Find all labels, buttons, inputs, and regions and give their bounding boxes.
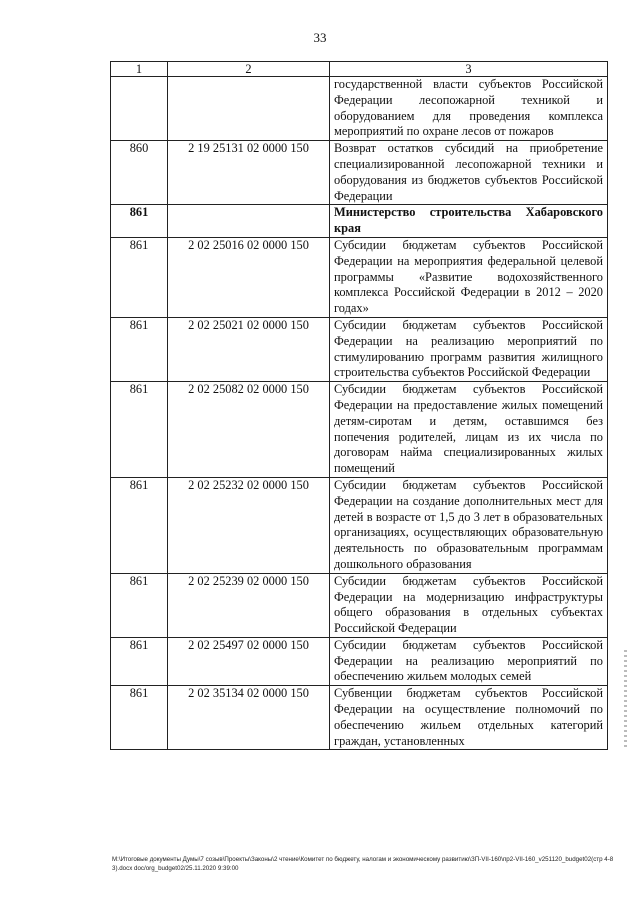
description-cell: Субсидии бюджетам субъектов Российской Федерации на реализацию мероприятий по стимулированию программ развития жилищного строительства субъектов Российской Федерации bbox=[330, 317, 608, 381]
income-code-cell bbox=[168, 205, 330, 238]
income-code-cell: 2 02 25082 02 0000 150 bbox=[168, 382, 330, 478]
admin-code-cell: 861 bbox=[111, 237, 168, 317]
income-code-cell: 2 19 25131 02 0000 150 bbox=[168, 141, 330, 205]
income-code-cell: 2 02 35134 02 0000 150 bbox=[168, 686, 330, 750]
table-row bbox=[111, 637, 608, 685]
description-cell: Возврат остатков субсидий на приобретение специализированной лесопожарной техники и оборудования из бюджетов субъектов Российской Федерации bbox=[330, 141, 608, 205]
description-cell: Субсидии бюджетам субъектов Российской Федерации на создание дополнительных мест для детей в возрасте от 1,5 до 3 лет в образовательных организациях, осуществляющих образовательную деятельность по образовательным программам дошкольного образования bbox=[330, 477, 608, 573]
table-row bbox=[111, 317, 608, 381]
header-col-1: 1 bbox=[111, 62, 168, 77]
ministry-heading-row bbox=[111, 205, 608, 238]
admin-code-cell: 861 bbox=[111, 205, 168, 238]
budget-classification-table bbox=[110, 61, 608, 750]
header-col-3: 3 bbox=[330, 62, 608, 77]
table-row bbox=[111, 141, 608, 205]
description-cell: государственной власти субъектов Российской Федерации лесопожарной техникой и оборудованием для проведения комплекса мероприятий по охране лесов от пожаров bbox=[330, 77, 608, 141]
admin-code-cell bbox=[111, 77, 168, 141]
description-cell: Субвенции бюджетам субъектов Российской Федерации на осуществление полномочий по обеспечению жильем отдельных категорий граждан, установленных bbox=[330, 686, 608, 750]
table-row bbox=[111, 382, 608, 478]
admin-code-cell: 860 bbox=[111, 141, 168, 205]
admin-code-cell: 861 bbox=[111, 477, 168, 573]
income-code-cell bbox=[168, 77, 330, 141]
description-cell: Субсидии бюджетам субъектов Российской Федерации на модернизацию инфраструктуры общего образования в отдельных субъектах Российской Федерации bbox=[330, 573, 608, 637]
header-col-2: 2 bbox=[168, 62, 330, 77]
income-code-cell: 2 02 25232 02 0000 150 bbox=[168, 477, 330, 573]
admin-code-cell: 861 bbox=[111, 382, 168, 478]
table-row bbox=[111, 237, 608, 317]
admin-code-cell: 861 bbox=[111, 686, 168, 750]
income-code-cell: 2 02 25016 02 0000 150 bbox=[168, 237, 330, 317]
document-file-path-footer: М:\Итоговые документы Думы\7 созыв\Проекты\Законы\2 чтение\Комитет по бюджету, налогам и экономическому развитию\ЗП-VII-160\пр2-VII-160_v251120_budget02(стр 4-83).docx doc/org_budget02/25.11.2020 9:39:00 bbox=[112, 856, 614, 872]
admin-code-cell: 861 bbox=[111, 637, 168, 685]
table-row bbox=[111, 686, 608, 750]
table-row bbox=[111, 477, 608, 573]
description-cell: Субсидии бюджетам субъектов Российской Федерации на мероприятия федеральной целевой программы «Развитие водохозяйственного комплекса Российской Федерации в 2012 – 2020 годах» bbox=[330, 237, 608, 317]
scan-edge-mark bbox=[624, 650, 627, 750]
income-code-cell: 2 02 25021 02 0000 150 bbox=[168, 317, 330, 381]
table-header-row bbox=[111, 62, 608, 77]
page-number: 33 bbox=[313, 30, 327, 45]
description-cell: Субсидии бюджетам субъектов Российской Федерации на предоставление жилых помещений детям-сиротам и детям, оставшимся без попечения родителей, лицам из их числа по договорам найма специализированных жилых помещений bbox=[330, 382, 608, 478]
table-row bbox=[111, 573, 608, 637]
table-row bbox=[111, 77, 608, 141]
income-code-cell: 2 02 25239 02 0000 150 bbox=[168, 573, 330, 637]
description-cell: Субсидии бюджетам субъектов Российской Федерации на реализацию мероприятий по обеспечению жильем молодых семей bbox=[330, 637, 608, 685]
admin-code-cell: 861 bbox=[111, 317, 168, 381]
income-code-cell: 2 02 25497 02 0000 150 bbox=[168, 637, 330, 685]
admin-code-cell: 861 bbox=[111, 573, 168, 637]
ministry-name-cell: Министерство строительства Хабаровского края bbox=[330, 205, 608, 238]
